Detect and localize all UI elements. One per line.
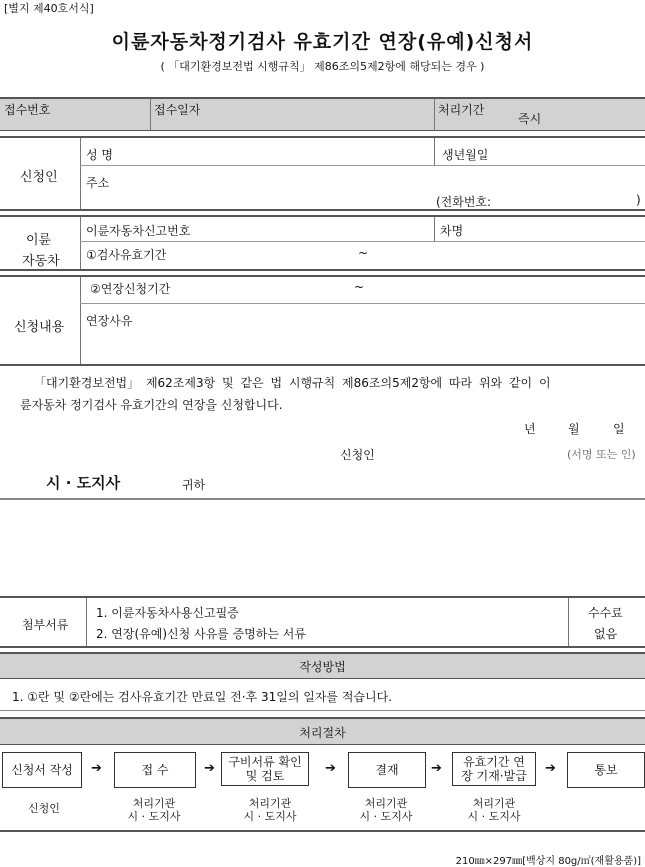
date-day: 일 (613, 422, 625, 436)
request-section-label: 신청내용 (14, 320, 65, 335)
processing-period-value: 즉시 (518, 112, 542, 126)
arrow-right-icon: ➔ (204, 761, 215, 776)
extension-period-label: ②연장신청기간 (90, 282, 171, 296)
attachments-label: 첨부서류 (22, 618, 69, 632)
actor-governor: 시 · 도지사 (127, 810, 181, 823)
instructions-heading: 작성방법 (299, 660, 346, 674)
signature-note: (서명 또는 인) (567, 448, 636, 461)
actor-agency: 처리기관 (472, 797, 516, 810)
extension-reason-label: 연장사유 (86, 314, 133, 328)
actor-agency: 처리기관 (248, 797, 292, 810)
attachment-item-1: 1. 이륜자동차사용신고필증 (96, 606, 239, 620)
arrow-right-icon: ➔ (325, 761, 336, 776)
attachment-item-2: 2. 연장(유예)신청 사유를 증명하는 서류 (96, 627, 306, 641)
fee-label: 수수료 (588, 606, 623, 620)
actor-governor: 시 · 도지사 (467, 810, 521, 823)
actor-applicant: 신청인 (28, 802, 60, 815)
instruction-item-1: 1. ①란 및 ②란에는 검사유효기간 만료일 전·후 31일의 일자를 적습니다. (12, 690, 392, 704)
recipient: 시 · 도지사 (46, 474, 121, 492)
vehicle-section-label-2: 자동차 (22, 254, 60, 269)
date-year: 년 (524, 422, 536, 436)
step-extension-issue: 유효기간 연장 기재·발급 (452, 752, 536, 786)
recipient-suffix: 귀하 (182, 478, 206, 492)
actor-governor: 시 · 도지사 (359, 810, 413, 823)
vehicle-name-label: 차명 (440, 224, 464, 238)
arrow-right-icon: ➔ (91, 761, 102, 776)
form-subtitle: ( 「대기환경보전법 시행규칙」 제86조의5제2항에 해당되는 경우 ) (160, 60, 485, 73)
vehicle-section-label-1: 이륜 (26, 233, 52, 248)
extension-period-tilde: ~ (354, 280, 365, 294)
address-label: 주소 (86, 176, 110, 190)
date-month: 월 (568, 422, 580, 436)
actor-agency: 처리기관 (132, 797, 176, 810)
fee-value: 없음 (594, 627, 618, 641)
step-write-application: 신청서 작성 (2, 752, 82, 788)
phone-close: ) (636, 193, 641, 207)
arrow-right-icon: ➔ (431, 761, 442, 776)
step-document-review: 구비서류 확인 및 검토 (221, 752, 309, 786)
processing-period-label: 처리기간 (438, 103, 485, 117)
procedure-heading: 처리절차 (299, 726, 346, 740)
step-approval: 결재 (348, 752, 426, 788)
valid-period-tilde: ~ (358, 246, 369, 260)
statement-line-2: 륜자동차 정기검사 유효기간의 연장을 신청합니다. (20, 398, 283, 412)
signer-label: 신청인 (340, 448, 375, 462)
arrow-right-icon: ➔ (545, 761, 556, 776)
birth-date-label: 생년월일 (442, 148, 489, 162)
receipt-band (0, 98, 645, 130)
actor-governor: 시 · 도지사 (243, 810, 297, 823)
receipt-number-label: 접수번호 (4, 103, 51, 117)
inspection-valid-period-label: ①검사유효기간 (86, 248, 167, 262)
actor-agency: 처리기관 (364, 797, 408, 810)
vehicle-reg-number-label: 이륜자동차신고번호 (86, 224, 191, 238)
paper-spec-footer: 210㎜×297㎜[백상지 80g/㎡(재활용품)] (455, 856, 641, 867)
receipt-date-label: 접수일자 (154, 103, 201, 117)
form-number: [별지 제40호서식] (4, 2, 94, 15)
step-notification: 통보 (567, 752, 645, 788)
step-receipt: 접 수 (114, 752, 196, 788)
form-title: 이륜자동차정기검사 유효기간 연장(유예)신청서 (111, 31, 534, 53)
name-label: 성 명 (86, 148, 113, 162)
phone-label: (전화번호: (436, 195, 492, 209)
statement-line-1: 「대기환경보전법」 제62조제3항 및 같은 법 시행규칙 제86조의5제2항에 따라 위와 같이 이 (34, 376, 551, 390)
applicant-section-label: 신청인 (20, 170, 58, 185)
